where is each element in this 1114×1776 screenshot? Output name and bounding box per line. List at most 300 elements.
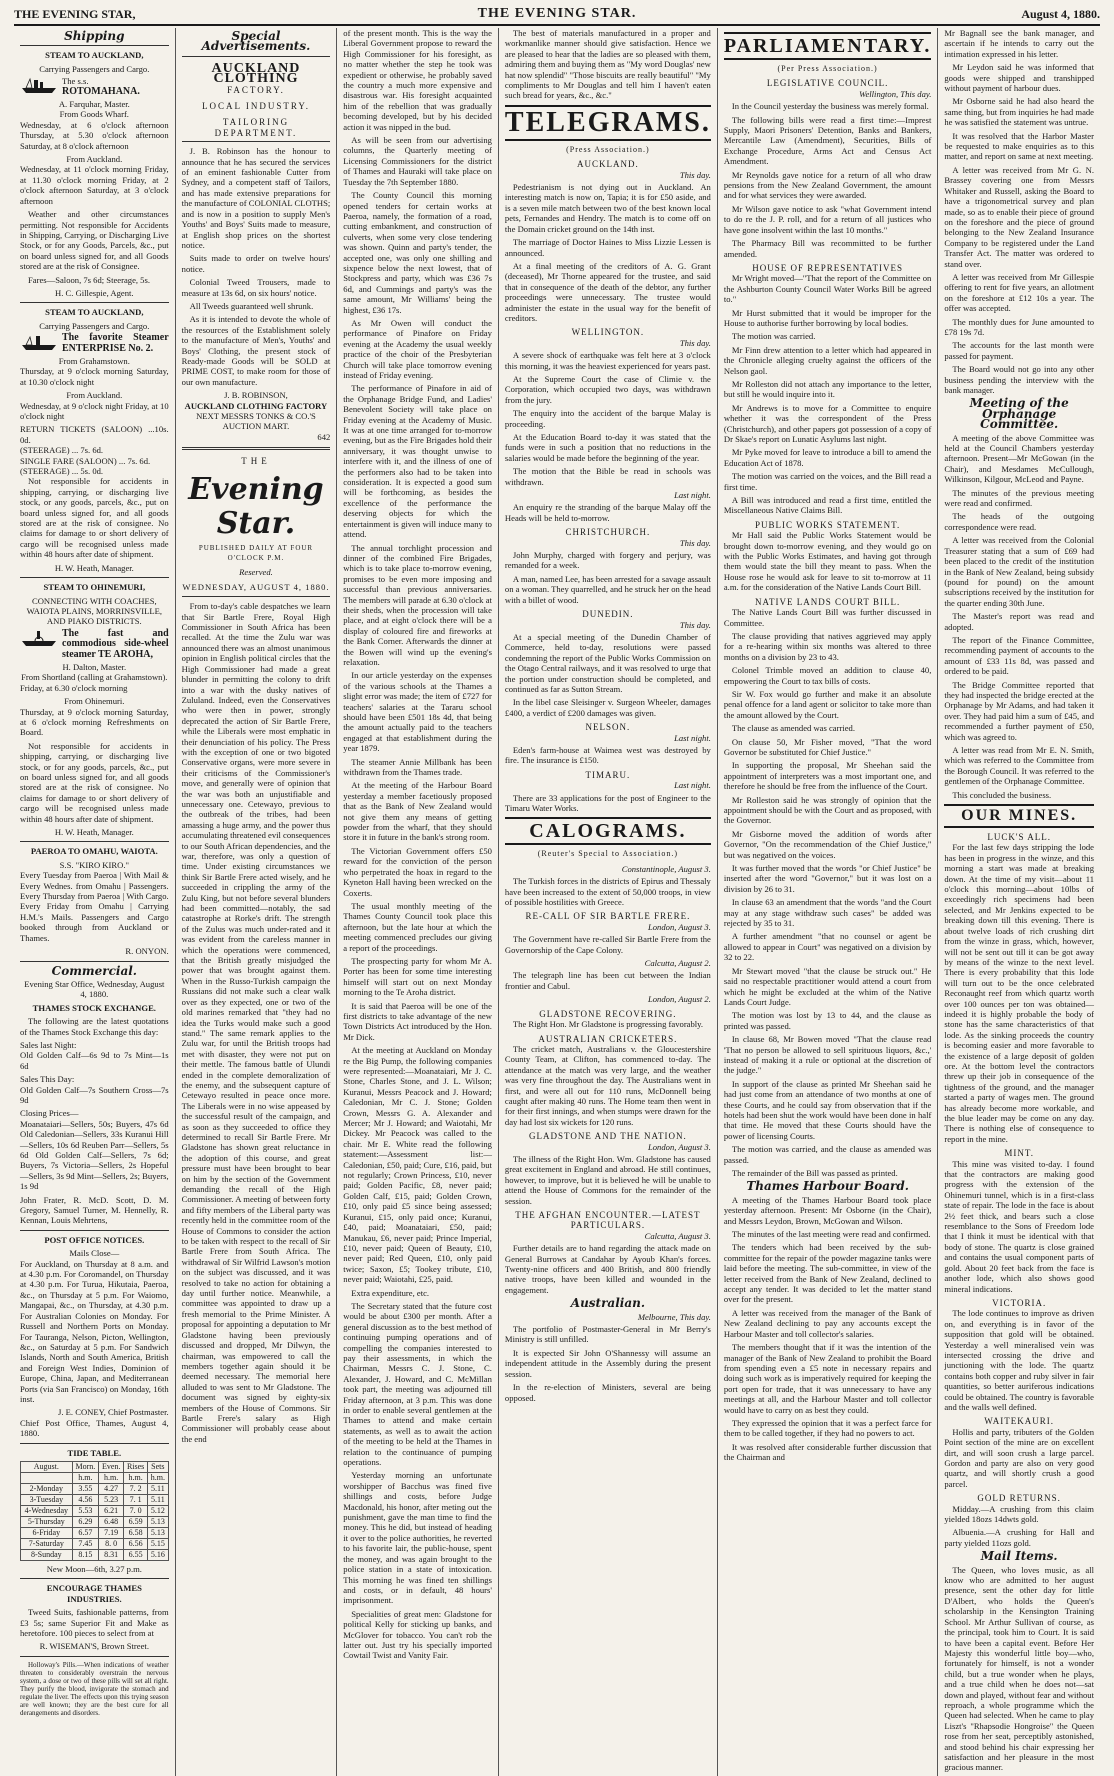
orph-p7: The Bridge Committee reported that they had inspected the bridge erected at the Orphanage by Mr Adams, and had taken it over. They had paid him a sum of £45, and recommended a further payment of £50, which was agreed to. — [944, 679, 1094, 742]
tide-subcol — [21, 1472, 73, 1483]
tide-cell: 6.48 — [99, 1516, 124, 1527]
local-p2: As will be seen from our advertising columns, the Quarterly meeting of Licensing Commissioners for the district of Thames and Hauraki will take place on Tuesday the 7th September 1880. — [343, 135, 492, 187]
s4-heading: PAEROA TO OMAHU, WAIOTA. — [30, 846, 158, 857]
s2-ship-name: The favorite Steamer ENTERPRISE No. 2. — [62, 332, 169, 354]
parl-n13: Mr Stewart moved "that the clause be struck out." He said no respectable practitioner would attend a court from which he might be excluded at the whim of the Native Lands Court Judge. — [723, 965, 932, 1007]
local-p11: The usual monthly meeting of the Thames County Council took place this afternoon, but the late hour at which the meeting commenced precludes our giving a report of the proceedings. — [343, 900, 492, 953]
ad1-text4: All Tweeds guaranteed well shrunk. — [189, 300, 314, 311]
heading-telegrams: TELEGRAMS. — [505, 105, 711, 141]
parl-h7: Mr Pyke moved for leave to introduce a bill to amend the Education Act of 1878. — [723, 447, 932, 468]
ad1-sign: J. B. ROBINSON, — [224, 390, 288, 401]
heading-afghan: THE AFGHAN ENCOUNTER.—LATEST PARTICULARS. — [515, 1210, 701, 1231]
heading-mint: MINT. — [1004, 1148, 1034, 1159]
tide-cell: 4-Wednesday — [21, 1505, 73, 1516]
col6-p9: The Board would not go into any other business pending the interview with the bank manager. — [944, 364, 1094, 395]
dateline: This day. — [679, 619, 711, 630]
table-row — [21, 1549, 169, 1560]
tide-cell: 7.19 — [99, 1527, 124, 1538]
place-dunedin: DUNEDIN. — [582, 609, 634, 620]
local-p17: Yesterday morning an unfortunate worshipper of Bacchus was fined five shillings and costs, before Judge Macdonald, his honor, after meting out the punishment, gave the man time to find the money. This he did, but instead of heading it over to the police authorities, he reverted to his favorite lair, the public-house, spent the money, and was again brought to the police station in a state of intoxication. This morning he was fined ten shillings and costs, or in default, 48 hours' imprisonment. — [343, 1470, 492, 1606]
parl-sub: (Per Press Association.) — [777, 64, 878, 73]
heading-mail-items: Mail Items. — [980, 1549, 1058, 1564]
tide-table — [20, 1461, 169, 1561]
s2-sign: H. W. Heath, Manager. — [54, 562, 134, 573]
parl-n17: The motion was carried, and the clause as amended was passed. — [723, 1144, 932, 1165]
section-commercial: Commercial. — [51, 963, 137, 978]
newspaper-columns — [14, 28, 1100, 1773]
s3-notice: Not responsible for accidents in shipping, carrying, or discharging live stock, or for any goods, parcels, &c., put on board unless signed for, and all goods stored are at the risk of consignee. No claims for damage to or short delivery of cargo will be recognised unless made within 48 hours after date of shipment. — [20, 740, 169, 824]
tide-cell: 8-Sunday — [21, 1549, 73, 1560]
local-p10: The Victorian Government offers £50 reward for the conviction of the person who perpetrated the hoax in regard to the Kyneton Hall having been wrecked on the Coxerts. — [343, 845, 492, 898]
enc-text: Tweed Suits, fashionable patterns, from £3 5s; same Superior Fit and Make as heretofore. 100 pieces to select from at — [20, 1607, 169, 1638]
parl-n18: The remainder of the Bill was passed as printed. — [731, 1168, 898, 1178]
parl-n2: The clause providing that natives aggrieved may apply for a re-hearing within six months was altered to three months on a division by 23 to 43. — [723, 630, 932, 662]
dateline: Last night. — [674, 732, 711, 743]
heading-waitekauri: WAITEKAURI. — [984, 1416, 1055, 1427]
col6-p5: A letter was received from Mr G. N. Brassey covering one from Messrs Whitaker and Russell, asking the Board to have a trigonometrical survey and plan made, so as to enable their piece of ground on the foreshore and the piece of ground belonging to the New Zealand Insurance Company to be registered under the Land Transfer Act. The matter was ordered to stand over. — [944, 164, 1094, 269]
tide-cell: 3.55 — [72, 1483, 98, 1494]
table-row — [21, 1516, 169, 1527]
tel-c1: John Murphy, charged with forgery and perjury, was remanded for a week. — [504, 550, 711, 571]
orph-p1: A meeting of the above Committee was held at the Council Chambers yesterday afternoon. Present—Mr McGowan (in the Chair), and Mesdames McCullough, Wilkinson, Kilgour, McLeod and Payne. — [944, 432, 1094, 485]
po-date: Chief Post Office, Thames, August 4, 1880. — [20, 1417, 169, 1439]
dateline: Calcutta, August 2. — [644, 958, 711, 969]
dateline: Last night. — [674, 490, 711, 501]
orph-p5: The Master's report was read and adopted. — [944, 611, 1094, 632]
heading-gold-returns: GOLD RETURNS. — [977, 1493, 1061, 1504]
tide-heading: TIDE TABLE. — [67, 1447, 122, 1458]
col6-p3: Mr Osborne said he had also heard the same thing, but from inquiries he had made he was satisfied the statement was untrue. — [944, 96, 1094, 128]
heading-australian: Australian. — [570, 1296, 645, 1311]
parl-n14: The motion was lost by 13 to 44, and the clause as printed was passed. — [723, 1010, 932, 1031]
tel-c2: A man, named Lee, has been arrested for a savage assault on a woman. They quarrelled, and he struck her on the head with a billet of wood. — [504, 573, 711, 605]
s2-schedule1: Thursday, at 9 o'clock morning Saturday, at 10.30 o'clock night — [20, 366, 169, 387]
column-advertisements — [176, 28, 338, 1776]
com-closing-head: Closing Prices— — [20, 1108, 79, 1119]
tide-cell: 5.11 — [148, 1494, 169, 1505]
dateline: Calcutta, August 3. — [644, 1230, 711, 1241]
place-wellington: WELLINGTON. — [571, 327, 645, 338]
table-row — [21, 1538, 169, 1549]
s1-heading: STEAM TO AUCKLAND, — [45, 50, 144, 61]
tel-p0: The best of materials manufactured in a proper and workmanlike manner should give satisfaction. Hence we are pleased to hear that the ladies are so pleased with them, admiring them and buying them as "My word Douglas' new hat now splendid" "Those biscuits are really beautiful" "My compliments to Mr Douglas and tell him I haven't eaten such bread for years, &c., &c." — [504, 28, 711, 101]
s2-ship — [20, 333, 169, 354]
s4-text: Every Tuesday from Paeroa | With Mail & Every Wednes. from Omahu | Passengers. Every Thursday from Paeroa | With Cargo. Every Friday from Omahu | Carrying H.M.'s Mails. Passengers and Cargo booked through from Auckland or Thames. — [20, 870, 169, 943]
tide-cell: 5.23 — [99, 1494, 124, 1505]
dateline: Constantinople, August 3. — [621, 863, 711, 874]
place-timaru: TIMARU. — [585, 769, 631, 780]
s2-sub: Carrying Passengers and Cargo. — [39, 320, 150, 331]
mines-wk1: Hollis and party, tributers of the Golden Point section of the mine are on excellent dirt, and will soon crush a large parcel. Gordon and party are also on very good quartz, and will shortly crush a good parcel. — [944, 1426, 1094, 1489]
tide-cell: 5.15 — [148, 1538, 169, 1549]
local-p3: The County Council this morning opened tenders for certain works at Paeroa, namely, the formation of a road, cutting embankment, and construction of culverts, when some very close tendering was shown. Quinn and party's tender, the accepted one, was only one shilling and sixpence below the next lowest, that of Stockpress and party, which was £36 7s 6d, and Cummings and party's was the same amount, Mr Williams' being the highest, £36 17s. — [343, 190, 492, 315]
parl-h4: Mr Finn drew attention to a letter which had appeared in the Chronicle alleging cruelty against the officers of the Nelson gaol. — [723, 344, 932, 376]
col6-p2: Mr Leydon said he was informed that goods were shipped and transhipped without payment of harbour dues. — [944, 62, 1094, 94]
s3-heading: STEAM TO OHINEMURI, — [43, 582, 146, 593]
dateline: London, August 3. — [647, 921, 711, 932]
ad1-sign3: NEXT MESSRS TONKS & CO.'S AUCTION MART. — [196, 411, 316, 432]
tel-du2: In the libel case Sleisinger v. Surgeon Wheeler, damages £400, a verdict of £200 damages was given. — [504, 697, 711, 718]
s3-ship-name: The fast and commodious side-wheel steamer TE AROHA, — [62, 627, 169, 660]
local-p5: The performance of Pinafore in aid of the Orphanage Bridge Fund, and Ladies' Benevolent Society will take place on Friday evening at the Academy of Music. It was at one time arranged for to-morrow evening, but as the Fire Brigades hold their anniversary, it was thought unwise to interfere with it, and the illness of one of the performers also had to be taken into consideration. It is expected a good sum will be forthcoming, as besides the excellence of the performance the deserving objects for which the entertainment is given will induce many to attend. — [343, 383, 492, 540]
s3-ship — [20, 629, 169, 660]
heading-native-lands: NATIVE LANDS COURT BILL. — [754, 596, 901, 607]
local-p16: The Secretary stated that the future cost would be about £300 per month. After a general discussion as to the best method of continuing pumping operations and of compelling the companies interested to pay their assessments, in which the Chairman, Messrs C. J. Stone, C. Alexander, J. Howard, and C. McMillan took part, the meeting was adjourned till Friday afternoon, at 3 p.m. This was done in order to enable several gentlemen at the Thames to attend and make certain statements, as well as to await the action of the meeting to be held at the Thames in relation to the continuance of pumping operations. — [343, 1300, 492, 1468]
reuter-line: (Reuter's Special to Association.) — [537, 849, 679, 859]
paddle-steamer-icon — [20, 629, 58, 647]
parl-h3: The motion was carried. — [731, 331, 816, 342]
com-closing: Moanataiari—Sellers, 50s; Buyers, 47s 6d Old Caledonian—Sellers, 33s Kuranui Hill—Sellers, 10s 6d Reuben Parr—Sellers, 5s 6d Old Golden Calf—Sellers, 7s 6d; Buyers, 7s Victoria—Sellers, 2s Hopeful—Sellers, 3s 9d Mint—Sellers, 2s; Buyers, 1s 9d — [20, 1118, 169, 1192]
com-sales: Old Golden Calf—6s 9d to 7s Mint—1s 6d — [20, 1050, 169, 1071]
ad1-text: J. B. Robinson has the honour to announce that he has secured the services of an eminent fashionable Cutter from Sydney, and a competent staff of Tailors, and has made extensive preparations for the manufacture of COLONIAL CLOTHS; and is now in a position to supply Men's Youths' and Boys' Suits made to measure, at English shop prices on the shortest notice. — [181, 146, 331, 250]
heading-cricketers: AUSTRALIAN CRICKETERS. — [538, 1033, 678, 1044]
mail-mt1: The Queen, who loves music, as all know who are admitted to her august presence, sent the other day for little D'Albert, who holds the Queen's scholarship in the Kensington Training School. Mr Arthur Sullivan of course, as the principal, took him to Court. It is said to have been a capital event. Before Her Majesty this wonderful little boy—who, fortunately for himself, is not a wonder child, but a true wonder when he plays, and a true child when he does not—sat down and played, without fear and without reproach, a whole programme which the Queen had selected. When he came to play Liszt's "Rhapsodie Hongroise" the Queen rose from her seat, perceptibly astonished, and stood behind his chair expressing her satisfaction and her pleasure in the most gracious manner. — [944, 1564, 1094, 1773]
dateline: This day. — [679, 169, 711, 180]
parl-n15: In clause 68, Mr Bowen moved "That the clause read 'That no person be allowed to sell spirituous liquors, &c.,' instead of making it a rule or optional at the discretion of the judge." — [723, 1034, 932, 1076]
tide-cell: 5.53 — [72, 1505, 98, 1516]
tide-cell: 7. 0 — [124, 1505, 148, 1516]
local-p14: At the meeting at Auckland on Monday re the Big Pump, the following companies were represented:—Moanataiari, Mr J. C. Stone, Charles Stone, and J. L. Wilson; Kuranui, Messrs Peacock and J. Howard; Caledonian, Mr C. J. Stone; Golden Crown, Messrs G. A. Alexander and Mercer; Mr J. Howard; and Waiotahi, Mr Dickey. Mr Peacock was called to the chair. Mr E. White read the following statement:—Assessment list:—Caledonian, £50, paid; Cure, £16, paid, but not regularly; Crown Princess, £10, never paid; Golden Pacific, £8, never paid; Golden Calf, £15, paid; Golden Crown, £10, only paid £5 since being assessed; Kuranui, £15, only paid once; Kuranui, £40, paid; Moanataiari, £50, paid; Manukau, £6, never paid; Prince Imperial, £10, never paid; Queen of Beauty, £10, never paid; Red Queen, £10, only paid twice; Saxon, £5; Tookey tribute, £10, never paid; Waiotahi, £25, paid. — [343, 1045, 492, 1285]
local-p1: of the present month. This is the way the Liberal Government propose to reward the High Commissioner for his foresight, as no matter whether the step he took was expedient or otherwise, he probably saved the country a much more expensive and disastrous war. His foresight acquainted him of the rebellion that was gradually becoming developed, but by his decided action it was nipped in the bud. — [343, 28, 492, 132]
ad1-line3: LOCAL INDUSTRY. — [201, 101, 310, 112]
heading-parliamentary: PARLIAMENTARY. — [724, 32, 932, 60]
masthead-left: THE EVENING STAR, — [14, 6, 136, 21]
parl-n7: In supporting the proposal, Mr Sheehan said the appointment of interpreters was a most important one, and therefore he should be free from the influence of the Court. — [723, 760, 932, 792]
local-p18: Specialities of great men: Gladstone for political Kelly for sticking up banks, and McGlover for tobacco. You can't rob the latter out. Just try his specially imported Cowtail Twist and Vanity Fair. — [343, 1608, 492, 1661]
tide-cell: 6.58 — [124, 1527, 148, 1538]
heading-calograms: CALOGRAMS. — [505, 817, 711, 845]
parl-pw1: Mr Hall said the Public Works Statement would be brought down to-morrow evening, and they would go on with the Public Works Estimates, and having got through them would state the bill they meant to pass. When the House rose he would ask for leave to sit to-morrow at 11 a.m. for the consideration of the Native Lands Court Bill. — [723, 530, 932, 593]
cal-ac1: The cricket match, Australians v. the Gloucestershire County Team, at Clifton, has commenced to-day. The attendance at the match was very large, and the weather was very fine throughout the day. The Australians went in first, and were all out for 110 runs, McDonnell being caught after making 40 runs. The Home team then went in for their first innings, and when stumps were drawn for the day had lost six wickets for 120 runs. — [504, 1043, 711, 1127]
heading-public-works: PUBLIC WORKS STATEMENT. — [755, 519, 901, 530]
dateline: This day. — [679, 537, 711, 548]
cal-r1: The Government have re-called Sir Bartle Frere from the Governorship of the Cape Colony. — [504, 934, 711, 955]
ad1-dept: TAILORING DEPARTMENT. — [214, 117, 298, 138]
heading-legislative: LEGISLATIVE COUNCIL. — [766, 78, 889, 89]
masthead — [14, 6, 1100, 26]
com-office: Evening Star Office, Wednesday, August 4, 1880. — [24, 978, 165, 1000]
paper-the: THE — [241, 456, 271, 467]
mines-v1: The lode continues to improve as driven on, and everything is in favor of the supposition that gold will be obtained. Yesterday a well mineralised vein was intersected crossing the drive and junctioning with the lode. The quartz contains both copper and ruby silver in fair quantities, so better auriferous indications could be obtained. The country is favorable and the walls well defined. — [944, 1308, 1094, 1412]
tide-cell: 8.15 — [72, 1549, 98, 1560]
orph-p6: The report of the Finance Committee, recommending payment of accounts to the amount of £33 11s 8d, was passed and ordered to be paid. — [944, 634, 1094, 677]
column-parliamentary — [718, 28, 939, 1776]
tel-n1: Eden's farm-house at Waimea west was destroyed by fire. The insurance is £150. — [504, 744, 711, 766]
heading-orphanage: Meeting of the Orphanage Committee. — [969, 396, 1069, 432]
s3-schedule2: Thursday, at 9 o'clock morning Saturday, at 6 o'clock morning Refreshments on Board. — [20, 706, 169, 738]
clothing-factory-ad — [182, 61, 331, 142]
local-p7: In our article yesterday on the expenses of the various schools at the Thames a slight error was made; the item of £727 for teachers' salaries at the Tararu school should have been £501 18s 4d, that being the amount actually paid to the teachers engaged at that establishment during the year 1879. — [343, 670, 492, 754]
thb-p1: A meeting of the Thames Harbour Board took place yesterday afternoon. Present: Mr Osborne (in the Chair), and Messrs Leydon, Brown, McGowan and Wilson. — [723, 1194, 932, 1226]
ad1-line1: AUCKLAND CLOTHING — [211, 60, 301, 87]
masthead-date: August 4, 1880. — [1021, 6, 1100, 21]
mines-gr2: Albuenia.—A crushing for Hall and party yielded 11ozs gold. — [944, 1527, 1094, 1548]
tel-w4: At the Education Board to-day it was stated that the funds were in such a position that no reductions in the salaries would be made before the beginning of the year. — [504, 432, 711, 463]
com-intro: The following are the latest quotations of the Thames Stock Exchange this day: — [20, 1016, 169, 1037]
s2-notice: Not responsible for accidents in shipping, carrying, or discharging live stock, or any goods, parcels, &c., put on board unless signed for, and all goods stored are at the risk of consignee. No claims for damage to or short delivery of cargo will be recognised unless made within 48 hours after date of shipment. — [20, 476, 169, 560]
parl-l3: Mr Reynolds gave notice for a return of all who draw pensions from the New Zealand Government, the amount and for what services they were awarded. — [723, 169, 932, 201]
tel-t1: There are 33 applications for the post of Engineer to the Timaru Water Works. — [504, 792, 711, 813]
col6-p1: Mr Bagnall see the bank manager, and ascertain if he intends to carry out the intimation expressed in his letter. — [944, 28, 1094, 59]
parl-n1: The Native Lands Court Bill was further discussed in Committee. — [723, 607, 932, 628]
dateline: Last night. — [674, 780, 711, 791]
orph-p2: The minutes of the previous meeting were read and confirmed. — [944, 487, 1094, 509]
parl-n3: Colonel Trimble moved an addition to clause 40, empowering the Court to tax bills of costs. — [723, 665, 932, 686]
local-p9: At the meeting of the Harbour Board yesterday a member facetiously proposed that as the Bank of New Zealand would not give them any means of getting powder from the wharf, that they should store it in future in the bank's strong room. — [343, 780, 492, 843]
s3-master: H. Dalton, Master. — [62, 661, 127, 672]
cal-au3: In the re-election of Ministers, several are being opposed. — [504, 1382, 711, 1403]
s2-from-auck: From Auckland. — [66, 390, 123, 401]
tide-cell: 7.45 — [72, 1538, 98, 1549]
s2-schedule2: Wednesday, at 9 o'clock night Friday, at 10 o'clock night — [20, 400, 169, 421]
steamship-icon — [20, 76, 58, 94]
po-text: For Auckland, on Thursday at 8 a.m. and at 4.30 p.m. For Coromandel, on Thursday at 4.30 p.m. For Turua, Hikutaia, Paeroa, &c., on Thursday at 5 p.m. For Waiomo, Mangapai, &c., on Thursday, at 4.30 p.m. For Australian Colonies on Monday. For Russell and Northern Ports on Monday. For Tauranga, Nelson, Picton, Wellington, &c., on Saturday at 5 p.m. For Sandwich Islands, North and South America, British and Foreign West Indies, Dominion of Europe, China, Japan, and Mediterranean Ports (via San Francisco) on Monday, 16th inst. — [20, 1258, 169, 1404]
dateline: This day. — [679, 337, 711, 348]
parl-n6: On clause 50, Mr Fisher moved, "That the word Governor be substituted for Chief Justice." — [723, 736, 932, 757]
tide-cell: 6-Friday — [21, 1527, 73, 1538]
s1-schedule1: Wednesday, at 6 o'clock afternoon Thursday, at 5.30 o'clock afternoon Saturday, at 8 o'clock afternoon — [20, 119, 169, 151]
s1-fares: Fares—Saloon, 7s 6d; Steerage, 5s. — [28, 274, 150, 285]
tide-cell: 8.31 — [99, 1549, 124, 1560]
parl-h5: Mr Rolleston did not attach any importance to the letter, but still he would inquire into it. — [723, 378, 932, 400]
com-names: John Frater, R. McD. Scott, D. M. Gregory, Samuel Turner, M. Hennelly, R. Kennan, Louis Mehrtens, — [20, 1194, 169, 1226]
parl-h6: Mr Andrews is to move for a Committee to enquire whether it was the correspondent of the Press (Christchurch), and other papers got possession of a copy of Dr Skae's report on Lunatic Asylums last night. — [723, 402, 932, 444]
cal-af1: Further details are to hand regarding the attack made on General Burrows at Candahar by Ayoub Khan's forces. Twenty-nine officers and 400 British, and 800 friendly native troops, have been killed and wounded in the engagement. — [504, 1243, 711, 1295]
tel-w2: At the Supreme Court the case of Climie v. the Corporation, which occupied two days, was withdrawn from the jury. — [504, 373, 711, 405]
parl-h8: The motion was carried on the voices, and the Bill read a first time. — [723, 471, 932, 492]
tide-cell: 4.27 — [99, 1483, 124, 1494]
tide-cell: 4.56 — [72, 1494, 98, 1505]
leader-article: From to-day's cable despatches we learn that Sir Bartle Frere, Royal High Commissioner in South Africa has been recalled. At the time the Zulu war was announced there was an almost unanimous opinion in English political circles that the High Commissioner had made a great blunder in permitting the colony to drift into a war with the dusky natives of Zululand. Indeed, even the Conservatives who were then in power, strongly deprecated the action of Sir Bartle Frere, while the Liberals were most emphatic in their denunciation of his policy. The Press with the exception of one or two bigoted Conservative organs, were more severe in their criticisms of the Commissioner's move, and generally were of opinion that the war was both an unjustifiable and unnecessary one. Cetewayo, previous to the outbreak of the tribes, had been amassing a huge army, and the power thus accumulating threatened evil consequences to our South African dependencies, and the war, therefore, was only a question of time. Under existing circumstances we think Sir Bartle Frere acted wisely, and he succeeded in crippling the army of the Zulu King, but not before several blunders had been committed—notably, the sad catastrophe at Rorke's drift. The strength of the Zulus was much under-rated and it was evident from the careless manner in which the operations were commenced, that the British greatly misjudged the power that was brought against them. When in the Russo-Turkish campaign the Russians did not make such a clear walk over as they expected, one or two of the old marines remarked that "they had no idea the Turks would make such a good stand." The same remark applies to the Zulu war, for until the British troops had met with disaster, they were not put on their mettle. The famous battle of Ulundi ended in the complete demoralization of the enemy, and the subsequent capture of Cetewayo resulted in peace once more. The Liberals were in no wise appeased by the successful result of the campaign, and as soon as they succeeded to office they determined to recall Sir Bartle Frere. Mr Gladstone has shown great reluctance in the adoption of this course, and great pressure must have been brought to bear on him by the section of the Government demanding the recall of the High Commissioner. A meeting of between forty and fifty members of the Liberal party was recently held in the committee room of the House of Commons to consider the action to be taken with respect to the recall of Sir Bartle Frere from South Africa. The withdrawal of Sir Wilfrid Lawson's motion on the subject was discussed, and it was resolved to take no action for obtaining a day until further notice. Meanwhile, a committee was appointed to draw up a fresh memorial to the Prime Minister. A proposal for appointing a deputation to Mr Gladstone having been previously discussed and dropped, Mr Dilwyn, the chairman, was empowered to call the members together again should it be deemed necessary. The memorial here alluded to was sent to Mr Gladstone. The document was signed by eighty-six members of the House of Commons. Sir Bartle Frere's salary as High Commissioner will probably cease about the end — [181, 601, 331, 1444]
cal-k1: The Turkish forces in the districts of Epirus and Thessaly have been increased to the extent of 50,000 troops, in view of possible hostilities with Greece. — [504, 876, 711, 908]
s2-heading: STEAM TO AUCKLAND, — [45, 307, 144, 318]
s2-from-gr: From Grahamstown. — [58, 355, 130, 366]
heading-house: HOUSE OF REPRESENTATIVES — [752, 262, 903, 273]
po-sign: J. E. CONEY, Chief Postmaster. — [58, 1407, 169, 1418]
s1-sub: Carrying Passengers and Cargo. — [39, 63, 150, 74]
po-heading: POST OFFICE NOTICES. — [44, 1234, 145, 1245]
tel-w1: A severe shock of earthquake was felt here at 3 o'clock this morning, it was the heaviest experienced for years past. — [504, 350, 711, 371]
tel-w6: An enquiry re the stranding of the barque Malay off the Heads will be held to-morrow. — [504, 502, 711, 523]
table-row — [21, 1505, 169, 1516]
cal-au1: The portfolio of Postmaster-General in Mr Berry's Ministry is still unfilled. — [504, 1324, 711, 1345]
local-p12: The prospecting party for whom Mr A. Porter has been for some time interesting himself will start out on next Monday morning to the Te Aroha district. — [343, 955, 492, 998]
cal-g1: The Right Hon. Mr Gladstone is progressing favorably. — [512, 1019, 704, 1030]
dateline: Melbourne, This day. — [637, 1311, 711, 1322]
tide-cell: 6.55 — [124, 1549, 148, 1560]
s1-notice: Weather and other circumstances permitting. Not responsible for Accidents in Shipping, Carrying, or Discharging Live Stock, or for any Goods, Parcels, &c., put on board unless signed for, and all Goods stored are at the risk of Consignee. — [20, 209, 169, 272]
steamship-icon — [20, 333, 58, 351]
com-today-head: Sales This Day: — [20, 1074, 75, 1085]
s1-sign: H. C. Gillespie, Agent. — [55, 287, 134, 298]
ad1-line2: FACTORY. — [227, 84, 285, 95]
s1-master: A. Farquhar, Master. — [58, 99, 130, 110]
place-christchurch: CHRISTCHURCH. — [565, 527, 651, 538]
tide-subcol: h.m. — [72, 1472, 98, 1483]
s4-sign: R. ONYON. — [125, 946, 169, 957]
mines-m1: For the last few days stripping the lode has been in progress in the winze, and this morning a start was made at breaking down. At the time of my visit—about 11 o'clock this morning—about 10lbs of exceedingly rich specimens had been selected, and Mr Jenkins expected to be breaking down till this evening. There is about twelve loads of rich crushing dirt from the winze in grass, which, however, will not be sent out till it can be got away by means of the winze to the next level. There is every probability that this lode will turn out to be the once celebrated Reconaught reef from which quartz worth over 100 ounces per ton was obtained—indeed it is highly probable the body of stone has the same characteristics of that lode. As the sinking proceeds the country is becoming easier and more favorable to the existence of a large deposit of golden ore. At the bottom level the contractors threw up their job in consequence of the tightness of the ground, and the manager started a party of wages men. The ground has already become more workable, and the blue leader may be come on any day. There is nothing else of consequence to report in the mine. — [944, 842, 1094, 1144]
section-shipping: Shipping — [64, 29, 125, 43]
column-telegrams — [499, 28, 718, 1776]
heading-our-mines: OUR MINES. — [944, 804, 1094, 828]
heading-gladstone-nation: GLADSTONE AND THE NATION. — [529, 1131, 687, 1142]
s2-return: RETURN TICKETS (SALOON) ...10s. 0d. — [20, 424, 169, 445]
ad1-text3: Colonial Tweed Trousers, made to measure at 13s 6d, on six hours' notice. — [181, 277, 331, 298]
s2-single: SINGLE FARE (SALOON) ... 7s. 6d. — [20, 455, 151, 466]
s4-sub: S.S. "KIRO KIRO." — [59, 859, 129, 870]
place-auckland: AUCKLAND. — [577, 159, 639, 170]
parl-l5: The Pharmacy Bill was recommitted to be further amended. — [723, 238, 932, 259]
cal-au2: It is expected Sir John O'Shannessy will assume an independent attitude in the Assembly during the present session. — [504, 1347, 711, 1379]
s2-return2: (STEERAGE) ... 7s. 6d. — [20, 445, 104, 456]
table-row — [21, 1483, 169, 1494]
po-sub: Mails Close— — [69, 1248, 120, 1259]
parl-n9: Mr Gisborne moved the addition of words after Governor, "On the recommendation of the Chief Justice," but was negatived on the voices. — [723, 828, 932, 860]
com-sales-head: Sales last Night: — [20, 1039, 77, 1050]
col6-p8: The accounts for the last month were passed for payment. — [944, 340, 1094, 361]
paper-title: Evening Star. — [188, 471, 324, 541]
cal-gn1: The illness of the Right Hon. Wm. Gladstone has caused great excitement in England and abroad. He still continues, however, to improve, but it is believed he will be unable to attend the House of Commons for the remainder of the session. — [504, 1153, 711, 1206]
parl-n16: In support of the clause as printed Mr Sheehan said he had just come from an attendance of two months at one of these Courts, and he could say from observation that if the hotels had been shut the work would have been done in half that time. He moved that these Courts should have the power of licensing Courts. — [723, 1078, 932, 1141]
tide-moon: New Moon—6th, 3.27 p.m. — [46, 1563, 142, 1574]
parl-n12: A further amendment "that no counsel or agent be allowed to appear in Court" was negatived on a division by 32 to 22. — [723, 931, 932, 963]
enc-heading: ENCOURAGE THAMES INDUSTRIES. — [46, 1583, 142, 1604]
thb-p7: It was resolved after considerable further discussion that the Chairman and — [723, 1441, 932, 1463]
dateline: Wellington, This day. — [859, 88, 932, 99]
press-assoc: (Press Association.) — [566, 144, 650, 154]
tide-cell: 2-Monday — [21, 1483, 73, 1494]
s3-sub: CONNECTING WITH COACHES, WAIOTA PLAINS, MORRINSVILLE, AND PIAKO DISTRICTS. — [26, 595, 163, 627]
s3-from: From Shortland (calling at Grahamstown). — [21, 672, 168, 683]
tide-cell: 6.59 — [124, 1516, 148, 1527]
masthead-title: THE EVENING STAR. — [477, 6, 637, 21]
heading-recall: RE-CALL OF SIR BARTLE FRERE. — [525, 911, 691, 922]
parl-n10: It was further moved that the words "or Chief Justice" be inserted after the word "Governor," but it was lost on a division by 26 to 31. — [723, 863, 932, 894]
tel-w5: The motion that the Bible be read in schools was withdrawn. — [504, 466, 711, 487]
col6-p4: It was resolved that the Harbor Master be requested to make enquiries as to this matter, and report on same at next meeting. — [944, 130, 1094, 162]
tide-cell: 6.56 — [124, 1538, 148, 1549]
s3-sign: H. W. Heath, Manager. — [54, 827, 134, 838]
tel-a2: The marriage of Doctor Haines to Miss Lizzie Lessen is announced. — [504, 237, 711, 258]
tide-cell: 5.12 — [148, 1505, 169, 1516]
local-p6: The annual torchlight procession and dinner of the combined Fire Brigades, which is to take place to-morrow evening, promises to be even more imposing and successful than previous anniversaries. The members will parade at 6.30 o'clock at their sheds, when the procession will take place, and at eight o'clock there will be a display of coloured fire and fireworks at the Bank Corner. Afterwards the dinner at the Bowen will wind up the evening's relaxation. — [343, 542, 492, 667]
ad1-sign2: AUCKLAND CLOTHING FACTORY — [184, 400, 328, 411]
tide-cell: 7-Saturday — [21, 1538, 73, 1549]
place-nelson: NELSON. — [585, 722, 631, 733]
s1-ship — [20, 76, 169, 97]
s2-single2: (STEERAGE) ... 5s. 0d. — [20, 466, 104, 477]
tide-cell: 7. 1 — [124, 1494, 148, 1505]
thb-p2: The minutes of the last meeting were read and confirmed. — [731, 1229, 931, 1240]
heading-lucks-all: LUCK'S ALL. — [987, 832, 1051, 843]
s1-ship-name: ROTOMAHANA. — [62, 85, 140, 97]
tide-subcol: h.m. — [124, 1472, 148, 1483]
local-p13: It is said that Paeroa will be one of the first districts to take advantage of the new Town Districts Act introduced by the Hon. Mr Dick. — [343, 1000, 492, 1042]
com-today: Old Golden Calf—7s Southern Cross—7s 9d — [20, 1084, 169, 1105]
orph-p3: The heads of the outgoing correspondence were read. — [944, 511, 1094, 532]
tel-a1: Pedestrianism is not dying out in Auckland. An interesting match is now on, Tapia; it is for £50 aside, and is a seven mile match between two of the best known local pets, Fernandes and Hendry. The match is to come off on the Domain cricket ground on the 14th inst. — [504, 182, 711, 234]
cal-r2: The telegraph line has been cut between the Indian frontier and Cabul. — [504, 970, 711, 991]
tide-col: Sets — [148, 1461, 169, 1472]
parl-l4: Mr Wilson gave notice to ask "what Government intend to do re the J. P. roll, and for a return of all justices who have gone insolvent within the last 10 months." — [723, 203, 932, 235]
parl-h2: Mr Hurst submitted that it would be improper for the House to authorise further borrowing by local bodies. — [723, 307, 932, 328]
heading-gladstone: GLADSTONE RECOVERING. — [539, 1008, 677, 1019]
tel-du1: At a special meeting of the Dunedin Chamber of Commerce, held to-day, resolutions were passed condemning the report of the Public Works Commission on the Otago Central railways, and it was resolved to urge that the portion under construction should be completed, and continued as far as Sutton Stream. — [504, 631, 711, 694]
dateline: London, August 3. — [647, 1141, 711, 1152]
thb-p4: A letter was received from the manager of the Bank of New Zealand declining to pay any accounts except the Harbour Master and toll collector's salaries. — [723, 1307, 932, 1339]
tide-col: Rises — [124, 1461, 148, 1472]
s1-ship-pre: The s.s. — [62, 76, 89, 87]
tel-w3: The enquiry into the accident of the barque Malay is proceeding. — [504, 408, 711, 429]
heading-victoria: VICTORIA. — [992, 1297, 1047, 1308]
ad1-num: 642 — [317, 431, 331, 442]
tide-cell: 7. 2 — [124, 1483, 148, 1494]
col6-p6: A letter was received from Mr Gillespie offering to rent for five years, an allotment on the foreshore at £12 10s a year. The offer was accepted. — [944, 271, 1094, 314]
s1-from-auck: From Auckland. — [66, 154, 123, 165]
tide-cell: 5.13 — [148, 1516, 169, 1527]
s1-from-goods: From Goods Wharf. — [59, 109, 129, 120]
parl-n8: Mr Rolleston said he was strongly of opinion that the appointment should be with the Court and as proposed, with the Governor. — [723, 794, 932, 826]
s3-schedule1: Friday, at 6.30 o'clock morning — [20, 682, 128, 693]
parl-l2: The following bills were read a first time:—Imprest Supply, Maori Prisoners' Detention, Banks and Bankers, Mercantile Law (Amendment), Securities, Bills of Exchange Procedure, Arms Act and Census Act Amendment. — [723, 114, 932, 167]
mines-mi1: This mine was visited to-day. I found that the contractors are making good progress with the extension of the Ohinemuri tunnel, which is in a first-class state of repair. The lode in the face is about 2½ feet thick, and bears such a close resemblance to the Sons of Freedom lode that I think it must be identical with that body of stone. The quartz is close grained and contains the usual component parts of gold. About 20 feet back from the face is another lode, which also shows good mineral indications. — [944, 1158, 1094, 1294]
enc-sign: R. WISEMAN'S, Brown Street. — [39, 1641, 149, 1652]
tide-cell: 5-Thursday — [21, 1516, 73, 1527]
parl-n5: The clause as amended was carried. — [731, 723, 855, 734]
section-special-ads: Special Advertisements. — [201, 29, 311, 54]
parl-h9: A Bill was introduced and read a first time, entitled the Miscellaneous Native Claims Bill. — [723, 495, 932, 516]
column-local-news — [337, 28, 499, 1776]
orph-p4: A letter was received from the Colonial Treasurer stating that a sum of £69 had been placed to the credit of the institution in the Bank of New Zealand, being subsidy (pound for pound) on the amount subscriptions received by the institution for the quarter ending 30th June. — [944, 535, 1094, 608]
tide-cell: 6.29 — [72, 1516, 98, 1527]
tide-cell: 5.16 — [148, 1549, 169, 1560]
tide-cell: 6.21 — [99, 1505, 124, 1516]
leader-date: WEDNESDAY, AUGUST 4, 1880. — [182, 581, 330, 592]
heading-harbour-board: Thames Harbour Board. — [746, 1179, 909, 1194]
orph-p8: A letter was read from Mr E. N. Smith, which was referred to the Committee from the Borough Council. It was referred to the gentlemen of the Orphanage Committee. — [944, 745, 1094, 787]
reserved-line: Reserved. — [239, 567, 273, 578]
parl-n4: Sir W. Fox would go further and make it an absolute penal offence for a land agent or solicitor to take more than the amount allowed by the Court. — [723, 688, 932, 720]
tide-cell: 8. 0 — [99, 1538, 124, 1549]
tide-col: August. — [21, 1461, 73, 1472]
tide-col: Even. — [99, 1461, 124, 1472]
tide-col: Morn. — [72, 1461, 98, 1472]
parl-l1: In the Council yesterday the business was merely formal. — [731, 101, 929, 112]
tel-a3: At a final meeting of the creditors of A. G. Grant (deceased), Mr Thorne appeared for the trustee, and said that in consequence of the death of the debtor, any further proceedings were unnecessary. The trustee would administer the estate in the usual way for the benefit of creditors. — [504, 260, 711, 323]
column-mines — [938, 28, 1100, 1776]
tide-subcol: h.m. — [99, 1472, 124, 1483]
tide-cell: 3-Tuesday — [21, 1494, 73, 1505]
thb-p3: The tenders which had been received by the sub-committee for the repair of the powder magazine tanks were laid before the meeting. The sub-committee, in view of the letter received from the Bank of New Zealand, declined to accept any tender. It was decided to let the matter stand over for the present. — [723, 1242, 932, 1305]
com-heading: THAMES STOCK EXCHANGE. — [32, 1002, 156, 1013]
tide-subcol: h.m. — [148, 1472, 169, 1483]
s3-from2: From Ohinemuri. — [64, 696, 125, 707]
table-row — [21, 1527, 169, 1538]
ad1-text2: Suits made to order on twelve hours' notice. — [181, 253, 331, 274]
published-line: PUBLISHED DAILY AT FOUR O'CLOCK P.M. — [198, 543, 314, 563]
local-p15: Extra expenditure, etc. — [351, 1287, 430, 1298]
thb-p5: The members thought that if it was the intention of the manager of the Bank of New Zealand to prohibit the Board from spending even a £5 note in necessary repairs and doing such work as is imperatively required for keeping the port open for trade, that it was unnecessary to have any meetings at all, and the Harbour Master and toll collector would have to carry on as best they could. — [723, 1342, 932, 1415]
local-p8: The steamer Annie Millbank has been withdrawn from the Thames trade. — [343, 756, 492, 778]
parl-h1: Mr Wright moved—"That the report of the Committee on the Ashburton County Council Water Works Bill be agreed to." — [723, 273, 932, 305]
tide-cell: 5.13 — [148, 1527, 169, 1538]
tide-cell: 5.11 — [148, 1483, 169, 1494]
local-p4: As Mr Owen will conduct the performance of Pinafore on Friday evening at the Academy the usual weekly practice of the choir of the Presbyterian Church will take place tomorrow evening instead of Friday evening. — [343, 317, 492, 380]
parl-n11: In clause 63 an amendment that the words "and the Court may at any stage withdraw such cases" be added was rejected by 35 to 31. — [723, 897, 932, 929]
orph-p9: This concluded the business. — [952, 789, 1052, 800]
column-shipping — [14, 28, 176, 1776]
ad1-text5: As it is intended to devote the whole of the resources of the Establishment solely to the manufacture of Men's, Youths' and Boys' Clothing, the present stock of Ready-made Goods will be SOLD at PRIME COST, to make room for those of our own manufacture. — [181, 314, 331, 387]
